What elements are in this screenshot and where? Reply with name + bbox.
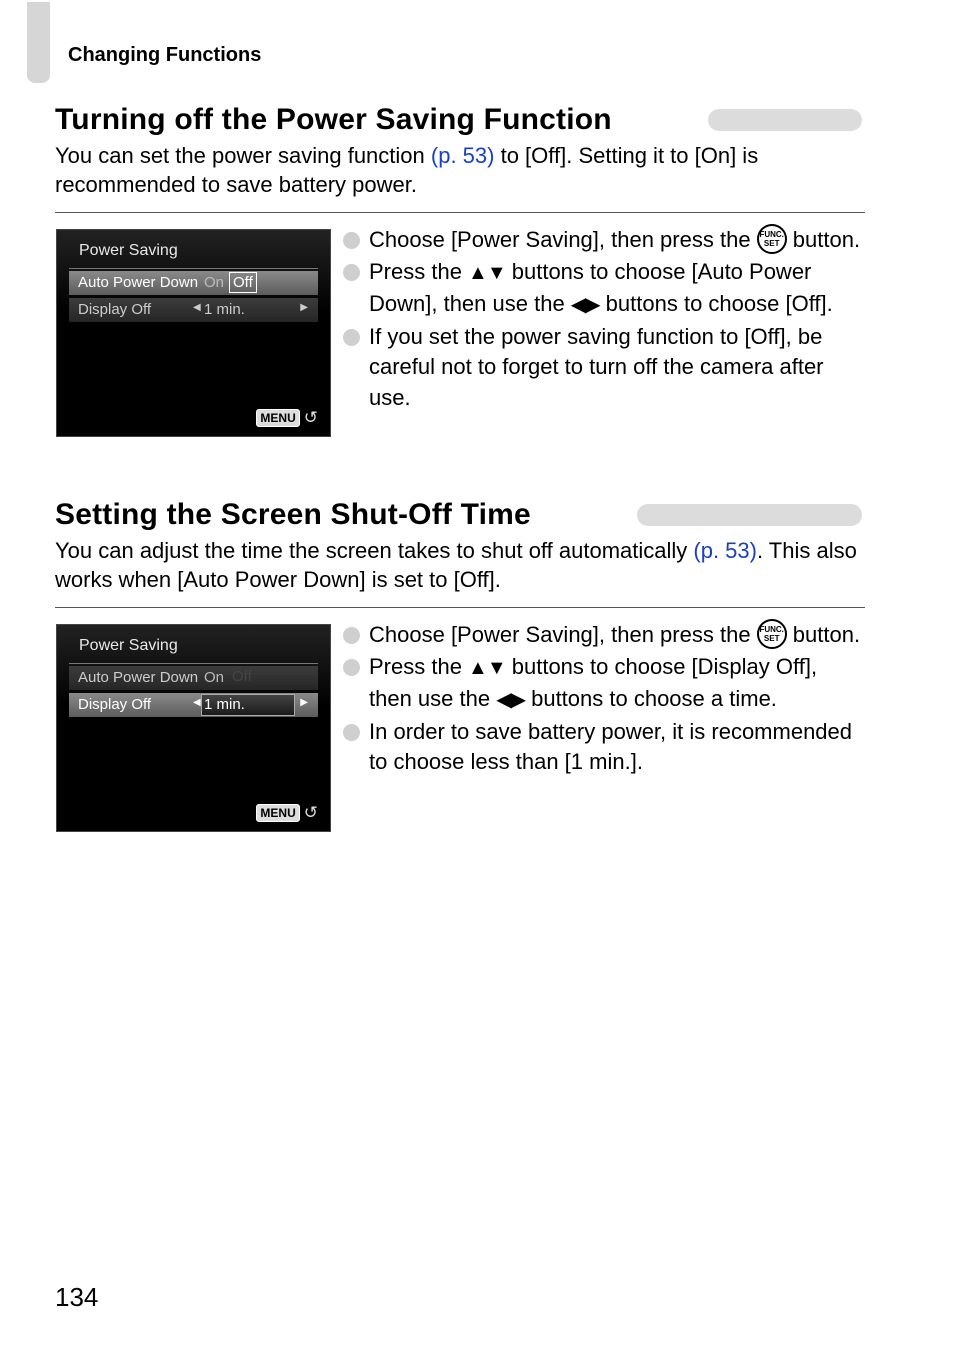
menu-button-icon: MENU [256, 804, 299, 822]
step-item: Choose [Power Saving], then press the FUNC. SET button. [343, 225, 865, 256]
step-list [343, 620, 865, 779]
bullet-icon [343, 232, 360, 249]
right-arrow-icon: ▶ [300, 302, 308, 313]
step-item: In order to save battery power, it is recommended to choose less than [1 min.]. [343, 717, 865, 778]
screen-row-display-off: Display Off ◀ 1 min. ▶ [69, 298, 318, 322]
section-header [55, 494, 865, 536]
menu-indicator [256, 803, 318, 823]
menu-button-icon: MENU [256, 409, 299, 427]
screen-row-display-off: Display Off ◀ 1 min. ▶ [69, 693, 318, 717]
screen-row-auto-power-down: Auto Power Down On Off [69, 271, 318, 295]
left-right-arrows-icon: ◀▶ [496, 688, 525, 711]
page-link[interactable]: (p. 53) [430, 143, 495, 168]
steps-row [55, 608, 865, 868]
screen-title: Power Saving [79, 637, 178, 654]
left-arrow-icon: ◀ [193, 302, 201, 313]
section-title: Turning off the Power Saving Function [55, 103, 612, 136]
left-right-arrows-icon: ◀▶ [570, 293, 600, 316]
chapter-tab [27, 2, 50, 83]
right-arrow-icon: ▶ [300, 697, 308, 708]
intro-text: You can set the power saving function (p. 53) to [Off]. Setting it to [On] is recommended to save battery power. [55, 143, 759, 197]
left-arrow-icon: ◀ [193, 697, 201, 708]
bullet-icon [343, 329, 360, 346]
intro-text: You can adjust the time the screen takes to shut off automatically (p. 53). This also works when [Auto Power Down] is set to [Off]. [55, 538, 857, 592]
up-down-arrows-icon: ▲▼ [468, 262, 506, 284]
camera-screen [56, 624, 331, 832]
screen-divider [69, 663, 318, 664]
return-icon: ↺ [303, 408, 318, 427]
step-item: Press the ▲▼ buttons to choose [Display Off], then use the ◀▶ buttons to choose a time. [343, 652, 865, 715]
bullet-icon [343, 627, 360, 644]
step-item: Press the ▲▼ buttons to choose [Auto Power Down], then use the ◀▶ buttons to choose [Off]. [343, 257, 865, 320]
func-set-button-icon: FUNC. SET [757, 224, 787, 254]
up-down-arrows-icon: ▲▼ [468, 657, 506, 679]
screen-row-auto-power-down: Auto Power Down On Off [69, 666, 318, 690]
section-screen-shutoff [55, 494, 865, 868]
steps-row [55, 213, 865, 473]
camera-screen [56, 229, 331, 437]
section-title: Setting the Screen Shut-Off Time [55, 498, 531, 531]
section-power-saving [55, 99, 865, 473]
title-decoration-bar [637, 504, 862, 526]
bullet-icon [343, 264, 360, 281]
selected-option: Off [229, 272, 257, 293]
return-icon: ↺ [303, 803, 318, 822]
step-item: If you set the power saving function to [Off], be careful not to forget to turn off the camera after use. [343, 322, 865, 414]
func-set-button-icon: FUNC. SET [757, 619, 787, 649]
section-header [55, 99, 865, 141]
screen-title: Power Saving [79, 242, 178, 259]
step-list [343, 225, 865, 415]
screen-divider [69, 268, 318, 269]
bullet-icon [343, 659, 360, 676]
title-decoration-bar [708, 109, 862, 131]
dim-option: Off [232, 668, 252, 685]
bullet-icon [343, 724, 360, 741]
page-number: 134 [55, 1282, 99, 1312]
page-link[interactable]: (p. 53) [693, 538, 757, 563]
step-item: Choose [Power Saving], then press the FUNC. SET button. [343, 620, 865, 651]
menu-indicator [256, 408, 318, 428]
running-head: Changing Functions [68, 44, 262, 66]
